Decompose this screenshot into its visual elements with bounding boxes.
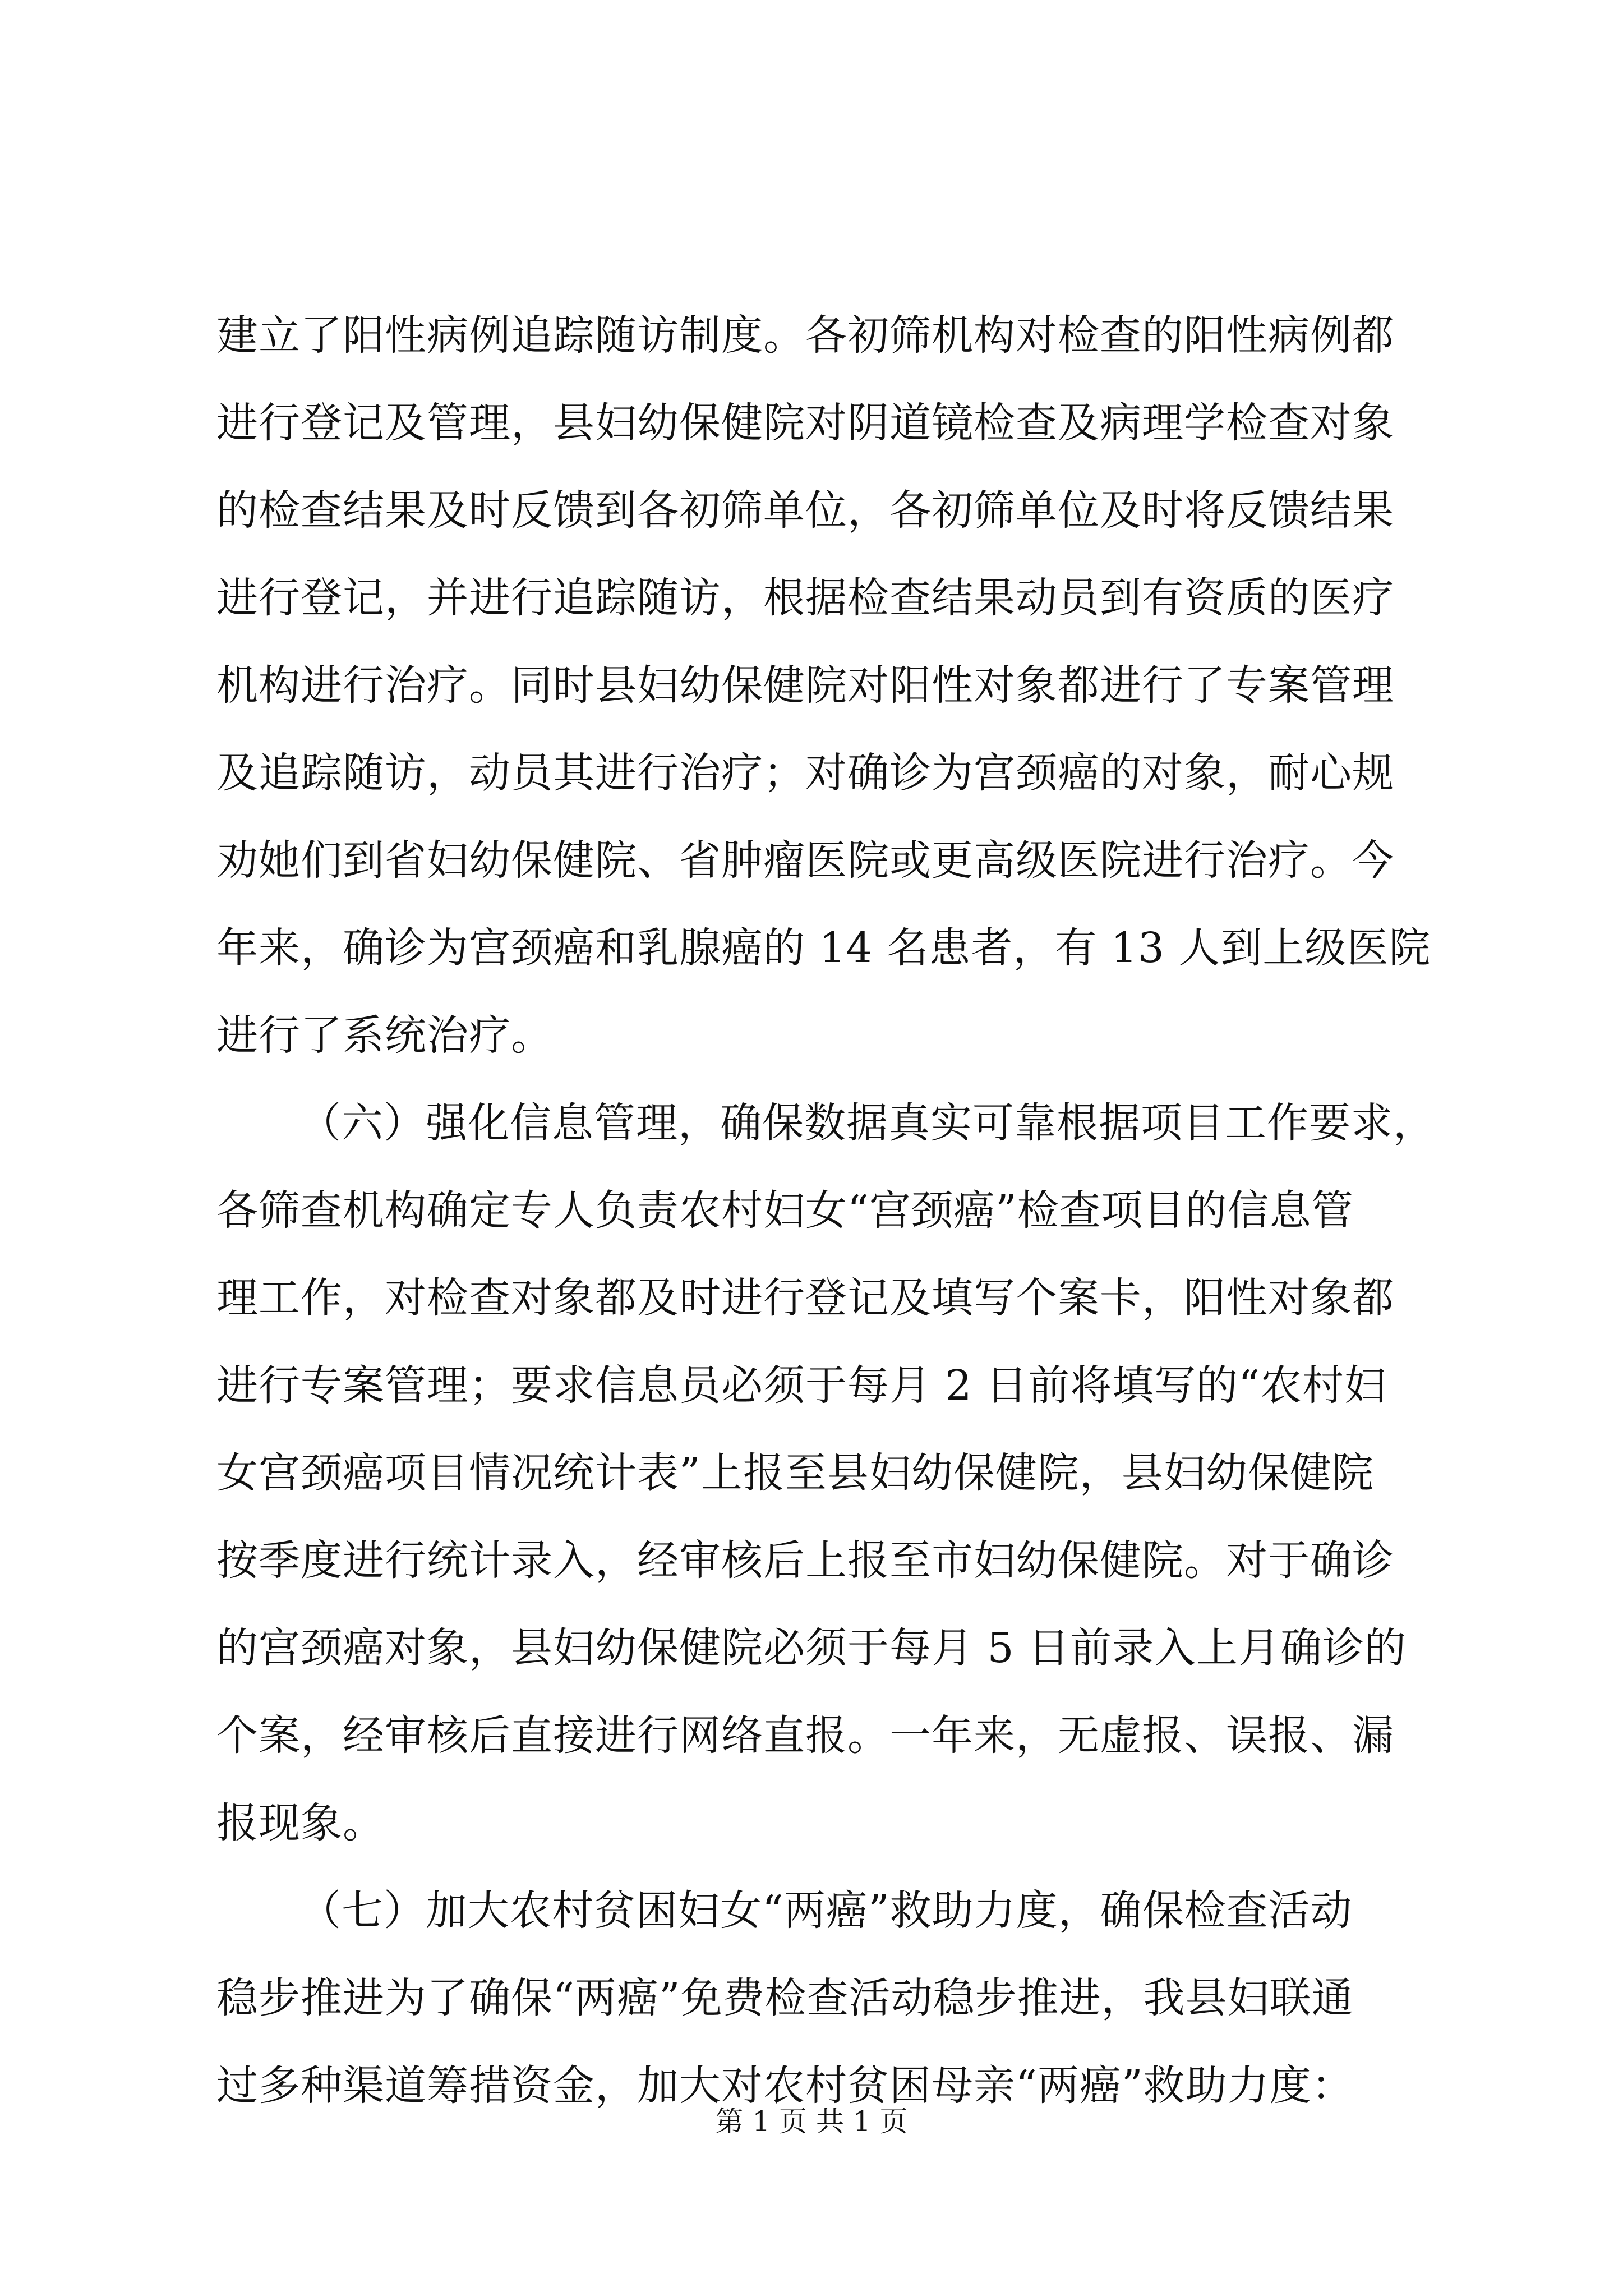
text-line: 稳步推进为了确保“两癌”免费检查活动稳步推进，我县妇联通 xyxy=(216,1974,1354,2022)
paragraph-section-seven xyxy=(216,1867,1422,2129)
document-body xyxy=(216,292,1435,2129)
text-line: 年来，确诊为宫颈癌和乳腺癌的 14 名患者，有 13 人到上级医院 xyxy=(216,924,1431,972)
text-line: 女宫颈癌项目情况统计表”上报至县妇幼保健院，县妇幼保健院 xyxy=(216,1449,1374,1497)
text-line: 进行专案管理；要求信息员必须于每月 2 日前将填写的“农村妇 xyxy=(216,1361,1386,1410)
text-line: 各筛查机构确定专人负责农村妇女“宫颈癌”检查项目的信息管 xyxy=(216,1186,1354,1235)
text-line: 报现象。 xyxy=(216,1799,385,1847)
text-line: 机构进行治疗。同时县妇幼保健院对阳性对象都进行了专案管理 xyxy=(216,661,1394,710)
paragraph-tracking xyxy=(216,292,1431,1079)
text-line: 进行登记，并进行追踪随访，根据检查结果动员到有资质的医疗 xyxy=(216,574,1394,622)
paragraph-section-six xyxy=(216,1079,1435,1867)
text-line: 进行登记及管理，县妇幼保健院对阴道镜检查及病理学检查对象 xyxy=(216,399,1394,447)
text-line: 按季度进行统计录入，经审核后上报至市妇幼保健院。对于确诊 xyxy=(216,1536,1394,1585)
text-line: 的检查结果及时反馈到各初筛单位，各初筛单位及时将反馈结果 xyxy=(216,486,1394,535)
text-line: 劝她们到省妇幼保健院、省肿瘤医院或更高级医院进行治疗。今 xyxy=(216,836,1394,885)
text-line: 个案，经审核后直接进行网络直报。一年来，无虚报、误报、漏 xyxy=(216,1711,1394,1760)
page-number-footer: 第 1 页 共 1 页 xyxy=(715,2105,908,2138)
section-heading-line: （七）加大农村贫困妇女“两癌”救助力度，确保检查活动 xyxy=(299,1887,1353,1935)
text-line: 过多种渠道筹措资金，加大对农村贫困母亲“两癌”救助力度： xyxy=(216,2062,1354,2110)
section-heading-line: （六）强化信息管理，确保数据真实可靠根据项目工作要求， xyxy=(299,1099,1435,1147)
text-line: 及追踪随访，动员其进行治疗；对确诊为宫颈癌的对象，耐心规 xyxy=(216,749,1394,797)
text-line: 进行了系统治疗。 xyxy=(216,1011,553,1060)
text-line: 理工作，对检查对象都及时进行登记及填写个案卡，阳性对象都 xyxy=(216,1274,1394,1322)
text-line: 建立了阳性病例追踪随访制度。各初筛机构对检查的阳性病例都 xyxy=(216,311,1394,360)
text-line: 的宫颈癌对象，县妇幼保健院必须于每月 5 日前录入上月确诊的 xyxy=(216,1624,1407,1672)
